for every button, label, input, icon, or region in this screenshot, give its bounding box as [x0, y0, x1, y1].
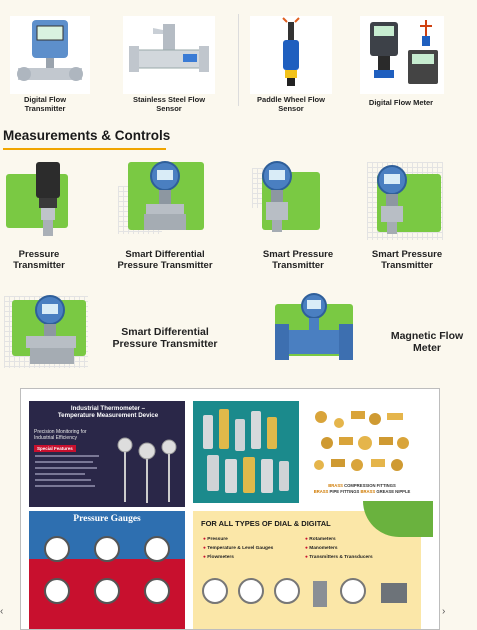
- top-product-row: [0, 0, 450, 118]
- product-caption: Paddle Wheel Flow Sensor: [257, 95, 325, 113]
- product-caption: Smart Differential Pressure Transmitter: [117, 249, 213, 271]
- product-card-paddle-wheel-flow-sensor[interactable]: [240, 10, 340, 115]
- product-card-digital-flow-meter[interactable]: [352, 10, 450, 115]
- product-caption: Magnetic Flow Meter: [390, 330, 464, 355]
- product-image: [250, 16, 332, 94]
- product-card-digital-flow-transmitter[interactable]: [0, 10, 100, 115]
- flow-meter-icon: [360, 16, 444, 94]
- product-caption: Digital Flow Transmitter: [23, 95, 67, 113]
- magnetic-flow-meter-icon: [269, 292, 359, 368]
- smart-pressure-transmitter-icon: [369, 164, 415, 238]
- banner-brass-fittings[interactable]: [303, 401, 421, 503]
- banner-tagline: Precision Monitoring for Industrial Efficiency: [34, 429, 87, 441]
- product-card-smart-pressure-transmitter[interactable]: [250, 158, 350, 278]
- product-card-smart-differential-pressure-transmitter[interactable]: [110, 158, 220, 278]
- product-caption: Digital Flow Meter: [368, 98, 434, 107]
- banner-title: Pressure Gauges: [73, 514, 141, 524]
- product-image: [123, 16, 215, 94]
- product-card-smart-differential-pressure-transmitter-2[interactable]: [0, 290, 225, 370]
- section-title: Measurements & Controls: [3, 128, 171, 143]
- differential-transmitter-icon: [22, 294, 82, 370]
- flow-transmitter-icon: [10, 16, 90, 94]
- banner-title: FOR ALL TYPES OF DIAL & DIGITAL: [201, 519, 331, 528]
- product-caption: Smart Pressure Transmitter: [371, 249, 443, 271]
- product-card-stainless-steel-flow-sensor[interactable]: [115, 10, 220, 115]
- card-divider: [238, 14, 239, 106]
- banner-pressure-gauges[interactable]: [29, 511, 185, 629]
- features-badge: Special Features: [34, 445, 76, 452]
- brass-fittings-icon: [303, 401, 421, 481]
- product-image: [10, 16, 90, 94]
- carousel-right-arrow-icon[interactable]: ›: [442, 606, 446, 617]
- product-image: [360, 16, 444, 94]
- gauges-icon: [29, 529, 185, 629]
- thermometer-icon: [109, 435, 183, 505]
- dial-list-2: ● Rotameters ● Manometers ● Transmitters & Transducers: [305, 537, 373, 561]
- banner-industrial-thermometer[interactable]: [29, 401, 185, 507]
- fittings-caption: BRASS COMPRESSION FITTINGS BRASS PIPE FITTINGS BRASS GREASE NIPPLE: [313, 483, 411, 494]
- pressure-transmitter-icon: [26, 162, 70, 242]
- banner-dial-and-digital[interactable]: [193, 511, 421, 629]
- flow-sensor-icon: [123, 16, 215, 94]
- product-card-magnetic-flow-meter[interactable]: [265, 290, 464, 370]
- carousel-left-arrow-icon[interactable]: ‹: [0, 606, 4, 617]
- product-caption: Smart Pressure Transmitter: [262, 249, 334, 271]
- section-underline: [3, 148, 166, 150]
- dial-gauges-icon: [193, 569, 421, 629]
- paddle-wheel-icon: [250, 16, 332, 94]
- banner-title: Industrial Thermometer – Temperature Measurement Device: [57, 405, 159, 420]
- banner-collage: [20, 388, 440, 630]
- product-caption: Smart Differential Pressure Transmitter: [112, 326, 218, 351]
- differential-transmitter-icon: [140, 160, 190, 240]
- product-caption: Stainless Steel Flow Sensor: [132, 95, 206, 113]
- smart-pressure-transmitter-icon: [254, 160, 300, 238]
- dial-list-1: ● Pressure ● Temperature & Level Gauges ● Flowmeters: [203, 537, 274, 561]
- product-card-smart-pressure-transmitter-2[interactable]: [365, 158, 450, 278]
- product-card-pressure-transmitter[interactable]: [0, 158, 80, 278]
- banner-brass-quick-couplings[interactable]: [193, 401, 299, 503]
- product-caption: Pressure Transmitter: [13, 249, 65, 271]
- couplings-icon: [193, 401, 299, 503]
- feature-list: [35, 455, 105, 491]
- banner-green-corner: [363, 501, 433, 537]
